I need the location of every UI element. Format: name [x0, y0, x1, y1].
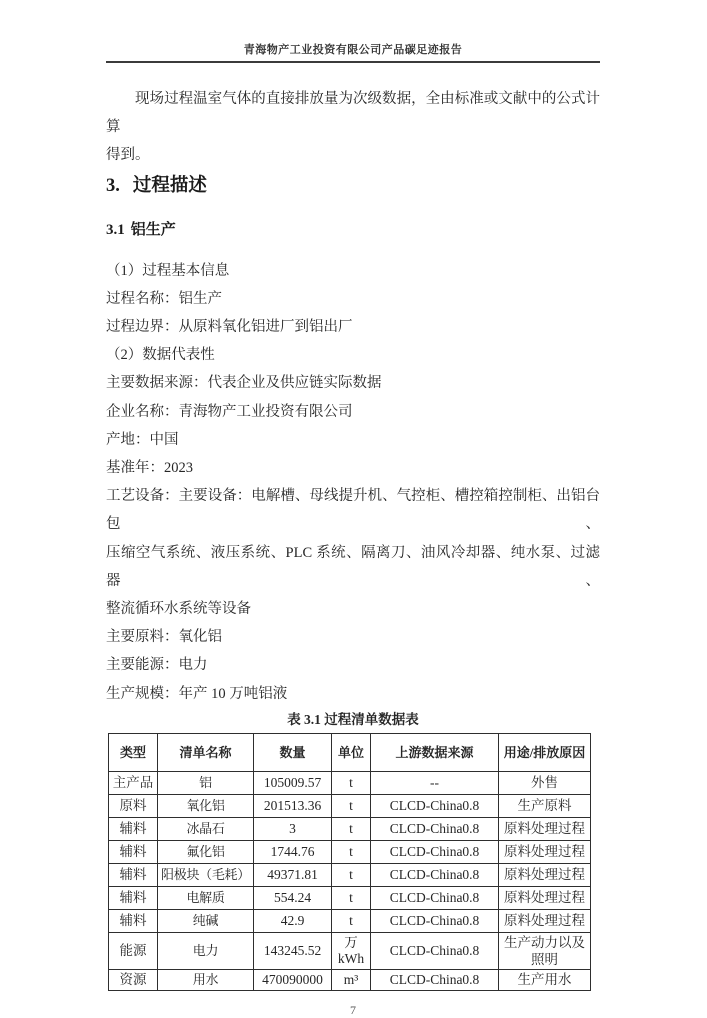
page-content [106, 0, 600, 1018]
page-number: 7 [350, 1002, 356, 1017]
cell-type: 辅料 [109, 886, 158, 909]
cell-unit: t [332, 840, 371, 863]
info-line: （1）过程基本信息 [106, 262, 230, 279]
info-line: 基准年：2023 [106, 460, 193, 477]
info-line: 企业名称：青海物产工业投资有限公司 [106, 403, 353, 420]
table-row [109, 969, 591, 990]
cell-type: 辅料 [109, 817, 158, 840]
cell-purpose: 原料处理过程 [499, 817, 591, 840]
table-row [109, 817, 591, 840]
cell-purpose: 生产用水 [499, 969, 591, 990]
info-line: 主要数据来源：代表企业及供应链实际数据 [106, 375, 382, 392]
intro-line: 得到。 [106, 147, 150, 164]
cell-purpose: 原料处理过程 [499, 863, 591, 886]
cell-purpose: 外售 [499, 771, 591, 794]
header-cell-unit: 单位 [332, 733, 371, 771]
info-line: 过程名称：铝生产 [106, 290, 222, 307]
cell-unit: 万 kWh [332, 932, 371, 969]
info-line: 整流循环水系统等设备 [106, 601, 251, 618]
cell-name: 氟化铝 [158, 840, 254, 863]
table-row [109, 794, 591, 817]
table-row [109, 863, 591, 886]
cell-qty: 1744.76 [254, 840, 332, 863]
cell-qty: 554.24 [254, 886, 332, 909]
section-number: 3. [106, 175, 120, 196]
cell-type: 辅料 [109, 909, 158, 932]
cell-type: 辅料 [109, 840, 158, 863]
header-cell-type: 类型 [109, 733, 158, 771]
info-line: 产地：中国 [106, 431, 179, 448]
info-line: 主要原料：氧化铝 [106, 629, 222, 646]
subsection-number: 3.1 [106, 221, 125, 238]
cell-source: CLCD-China0.8 [371, 969, 499, 990]
cell-qty: 3 [254, 817, 332, 840]
info-line: 工艺设备：主要设备：电解槽、母线提升机、气控柜、槽控箱控制柜、出铝台包、 [106, 488, 600, 533]
cell-purpose: 原料处理过程 [499, 886, 591, 909]
table-row [109, 840, 591, 863]
running-header [106, 0, 600, 63]
cell-qty: 49371.81 [254, 863, 332, 886]
info-line: 压缩空气系统、液压系统、PLC 系统、隔离刀、油风冷却器、纯水泵、过滤器、 [106, 544, 600, 589]
header-cell-purpose: 用途/排放原因 [499, 733, 591, 771]
cell-name: 用水 [158, 969, 254, 990]
cell-source: CLCD-China0.8 [371, 840, 499, 863]
cell-unit: t [332, 909, 371, 932]
cell-type: 资源 [109, 969, 158, 990]
table-caption: 表 3.1 过程清单数据表 [287, 711, 419, 727]
cell-purpose: 原料处理过程 [499, 840, 591, 863]
cell-unit: t [332, 794, 371, 817]
cell-name: 纯碱 [158, 909, 254, 932]
process-info-block [106, 257, 600, 708]
info-line: 过程边界：从原料氧化铝进厂到铝出厂 [106, 319, 353, 336]
cell-source: CLCD-China0.8 [371, 794, 499, 817]
cell-name: 阳极块（毛耗） [158, 863, 254, 886]
cell-unit: t [332, 817, 371, 840]
cell-unit: t [332, 863, 371, 886]
cell-source: CLCD-China0.8 [371, 886, 499, 909]
header-title: 青海物产工业投资有限公司产品碳足迹报告 [243, 44, 463, 56]
intro-line: 现场过程温室气体的直接排放量为次级数据，全由标准或文献中的公式计算 [106, 91, 600, 136]
cell-purpose: 原料处理过程 [499, 909, 591, 932]
subsection-title: 铝生产 [130, 221, 176, 238]
cell-source: CLCD-China0.8 [371, 817, 499, 840]
table-header-row [109, 733, 591, 771]
section-title: 过程描述 [132, 175, 207, 196]
intro-paragraph [106, 85, 600, 170]
cell-source: -- [371, 771, 499, 794]
cell-unit: t [332, 886, 371, 909]
cell-unit: t [332, 771, 371, 794]
cell-unit: m³ [332, 969, 371, 990]
table-row [109, 771, 591, 794]
cell-name: 电力 [158, 932, 254, 969]
process-inventory-table [108, 733, 591, 991]
cell-name: 氧化铝 [158, 794, 254, 817]
cell-purpose: 生产动力以及照明 [499, 932, 591, 969]
subsection-heading [106, 220, 600, 241]
section-heading [106, 174, 600, 199]
cell-name: 冰晶石 [158, 817, 254, 840]
cell-name: 电解质 [158, 886, 254, 909]
header-cell-source: 上游数据来源 [371, 733, 499, 771]
cell-type: 能源 [109, 932, 158, 969]
cell-type: 主产品 [109, 771, 158, 794]
cell-source: CLCD-China0.8 [371, 932, 499, 969]
table-row [109, 909, 591, 932]
cell-qty: 42.9 [254, 909, 332, 932]
cell-name: 铝 [158, 771, 254, 794]
info-line: 生产规模：年产 10 万吨铝液 [106, 685, 288, 702]
info-line: 主要能源：电力 [106, 657, 208, 674]
cell-qty: 105009.57 [254, 771, 332, 794]
table-row [109, 886, 591, 909]
cell-type: 辅料 [109, 863, 158, 886]
cell-type: 原料 [109, 794, 158, 817]
cell-qty: 470090000 [254, 969, 332, 990]
header-cell-qty: 数量 [254, 733, 332, 771]
info-line: （2）数据代表性 [106, 347, 215, 364]
cell-source: CLCD-China0.8 [371, 863, 499, 886]
cell-source: CLCD-China0.8 [371, 909, 499, 932]
cell-qty: 143245.52 [254, 932, 332, 969]
table-row [109, 932, 591, 969]
cell-qty: 201513.36 [254, 794, 332, 817]
cell-purpose: 生产原料 [499, 794, 591, 817]
header-cell-name: 清单名称 [158, 733, 254, 771]
